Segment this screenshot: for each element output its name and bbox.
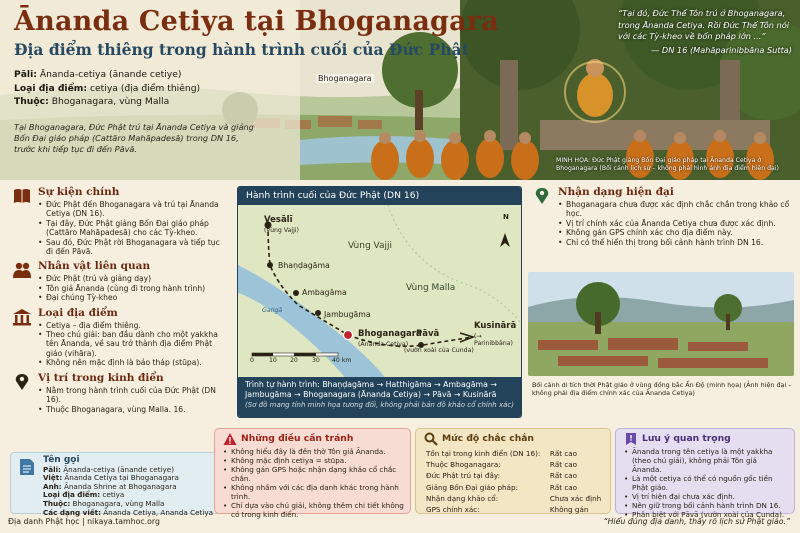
ruins-photo <box>528 272 794 376</box>
sutta-quote <box>618 8 792 56</box>
label-bhoganagara-sub: (Ānanda Cetiya) <box>358 341 409 348</box>
label-ganga: Gaṅgā <box>262 307 283 314</box>
list-item: • Không nhầm với các địa danh khác trong hành trình. <box>223 483 404 501</box>
list-item: • Không hiểu đây là đền thờ Tôn giả Ānanda. <box>223 447 404 456</box>
footer-motto: “Hiểu đúng địa danh, thấy rõ lịch sử Phật giáo.” <box>603 517 790 526</box>
quote-text: “Tại đó, Đức Thế Tôn trú ở Bhoganagara, trong Ānanda Cetiya. Rồi Đức Thế Tôn nói với các Tỳ-kheo về bốn pháp lớn ...” <box>618 8 790 41</box>
label-kusinara-sub: (→ Parinibbāna) <box>474 333 513 347</box>
list-item: • Theo chú giải: ban đầu dành cho một yakkha tên Ānanda, về sau trở thành địa điểm Phật giáo (vihāra). <box>38 330 228 358</box>
table-row: Giảng Bốn Đại giáo pháp: Rất cao <box>426 482 578 492</box>
list-item: • Đại chúng Tỳ-kheo <box>38 293 228 302</box>
hero-banner <box>0 0 800 180</box>
list-item: • Tại đây, Đức Phật giảng Bốn Đại giáo pháp (Cattāro Mahāpadesā) cho các Tỳ-kheo. <box>38 219 228 238</box>
scale-bar <box>252 353 338 356</box>
label-bhandagama: Bhaṇḍagāma <box>278 261 330 270</box>
list-item: • Vị trí hiện đại chưa xác định. <box>624 492 788 501</box>
region-vajji: Vùng Vajji <box>348 241 393 251</box>
type-value: cetiya (địa điểm thiêng) <box>87 82 201 94</box>
cautions-box <box>214 428 411 519</box>
belongs-value: Bhoganagara, vùng Malla <box>48 96 170 107</box>
label-ambagama: Ambagāma <box>302 288 347 297</box>
list-item: • Tôn giả Ānanda (cùng đi trong hành trình) <box>38 284 228 293</box>
type-label: Loại địa điểm: <box>14 82 88 94</box>
map-note: (Sơ đồ mang tính minh họa tương đối, không phải bản đồ khảo cổ chính xác) <box>245 401 514 409</box>
map-footer <box>238 377 521 417</box>
bookmark-icon <box>624 432 638 446</box>
label-bhoganagara: Bhoganagara <box>358 329 422 339</box>
modern-section <box>530 186 794 247</box>
list-item: • Không gán GPS chính xác cho địa điểm này. <box>558 228 794 237</box>
document-icon <box>19 458 35 476</box>
north-label: N <box>503 213 509 221</box>
location-title: Vị trí trong kinh điển <box>38 371 164 384</box>
bhandagama-marker <box>267 262 273 268</box>
location-pin-icon <box>12 373 32 391</box>
list-item: • Chỉ dựa vào chú giải, không thêm chi tiết không có trong kinh điển. <box>223 501 404 519</box>
pali-value: Ānanda-cetiya (ānande cetiye) <box>36 69 182 80</box>
cautions-title: Những điều cần tránh <box>241 433 354 444</box>
people-section <box>10 260 228 302</box>
route-sequence: Trình tự hành trình: Bhaṇḍagāma → Hatthigāma → Ambagāma → Jambugāma → Bhoganagara (Ānanda Cetiya) → Pāvā → Kusinārā <box>245 380 497 399</box>
label-vesali-sub: (vùng Vajji) <box>264 227 299 234</box>
list-item: • Đức Phật đến Bhoganagara và trú tại Ānanda Cetiya (DN 16). <box>38 200 228 219</box>
list-item: • Thuộc Bhoganagara, vùng Malla. 16. <box>38 405 228 414</box>
list-item: • Nên giữ trong bối cảnh hành trình DN 16. <box>624 501 788 510</box>
list-item: • Phân biệt với Pāvā (vườn xoài của Cunda). <box>624 510 788 519</box>
type-title: Loại địa điểm <box>38 306 118 319</box>
list-item: • Không gán GPS hoặc nhận dạng khảo cổ chắc chắn. <box>223 465 404 483</box>
intro-text: Tại Bhoganagara, Đức Phật trú tại Ānanda Cetiya và giảng Bốn Đại giáo pháp (Cattāro Mahāpadesā) trong DN 16, trước khi tiếp tục đi đến Pāvā. <box>14 122 254 154</box>
names-row: Các dạng viết: Ānanda Cetiya, Ananda Cetiya <box>43 507 214 517</box>
right-column <box>530 186 794 251</box>
people-icon <box>12 261 32 279</box>
names-row: Thuộc: Bhoganagara, vùng Malla <box>43 498 165 508</box>
notes-title: Lưu ý quan trọng <box>642 433 731 444</box>
events-title: Sự kiện chính <box>38 186 120 198</box>
meta-block <box>14 68 200 109</box>
names-title: Tên gọi <box>43 455 80 465</box>
page-subtitle: Địa điểm thiêng trong hành trình cuối của Đức Phật <box>14 40 469 59</box>
photo-caption: Bối cảnh di tích thời Phật giáo ở vùng đồng bắc Ấn Độ (minh họa) (Ảnh hiện đại – không phải địa điểm chính xác của Ānanda Cetiya) <box>532 381 792 398</box>
scale-label: 10 <box>269 357 277 364</box>
list-item: • Chỉ có thể hiển thị trong bối cảnh hành trình DN 16. <box>558 238 794 247</box>
journey-map <box>237 186 522 418</box>
certainty-box <box>415 428 611 514</box>
list-item: • Đức Phật (trú và giảng dạy) <box>38 274 228 283</box>
list-item: • Không mặc định cetiya = stūpa. <box>223 456 404 465</box>
list-item: • Vị trí chính xác của Ānanda Cetiya chưa được xác định. <box>558 219 794 228</box>
pali-label: Pāli: <box>14 69 37 80</box>
belongs-label: Thuộc: <box>14 96 49 107</box>
label-pava-sub: (vườn xoài của Cunda) <box>404 347 474 354</box>
jambugama-marker <box>315 310 321 316</box>
illustration-caption: MINH HỌA: Đức Phật giảng Bốn Đại giáo pháp tại Ānanda Cetiya ở Bhoganagara (Bối cảnh lịch sử – không phải hình ảnh địa điểm hiện đại) <box>556 157 779 172</box>
scale-label: 30 <box>312 357 320 364</box>
list-item: • Sau đó, Đức Phật rời Bhoganagara và tiếp tục đi đến Pāvā. <box>38 238 228 257</box>
type-section <box>10 307 228 368</box>
names-box <box>10 452 228 517</box>
ambagama-marker <box>293 290 299 296</box>
names-row: Việt: Ānanda Cetiya tại Bhoganagara <box>43 473 179 483</box>
region-malla: Vùng Malla <box>406 283 456 293</box>
table-row: Đức Phật trú tại đây: Rất cao <box>426 471 578 481</box>
list-item: • Không nên mặc định là bảo tháp (stūpa). <box>38 358 228 367</box>
page-title: Ānanda Cetiya tại Bhoganagara <box>14 6 499 37</box>
table-row: Tồn tại trong kinh điển (DN 16): Rất cao <box>426 449 578 458</box>
temple-icon <box>12 308 32 326</box>
warning-icon <box>223 432 237 446</box>
scale-label: 0 <box>250 357 254 364</box>
list-item: • Cetiya – địa điểm thiêng. <box>38 321 228 330</box>
list-item: • Là một cetiya có thể có nguồn gốc tiền Phật giáo. <box>624 474 788 492</box>
table-row: Nhận dạng khảo cổ: Chưa xác định <box>426 493 602 503</box>
certainty-title: Mức độ chắc chắn <box>442 433 534 444</box>
bhoganagara-tag: Bhoganagara <box>318 74 372 83</box>
table-row: Thuộc Bhoganagara: Rất cao <box>426 460 578 470</box>
label-jambugama: Jambugāma <box>324 310 371 319</box>
magnifier-icon <box>424 432 438 446</box>
names-row: Pāli: Ānanda-cetiya (ānande cetiye) <box>43 464 174 474</box>
left-column <box>10 186 228 418</box>
modern-title: Nhận dạng hiện đại <box>558 186 674 198</box>
list-item: • Bhoganagara chưa được xác định chắc chắn trong khảo cổ học. <box>558 200 794 219</box>
location-section <box>10 372 228 414</box>
people-title: Nhân vật liên quan <box>38 260 151 273</box>
list-item: • Ānanda trong tên cetiya là một yakkha (theo chú giải), không phải Tôn giả Ānanda. <box>624 447 788 474</box>
quote-source: — DN 16 (Mahāparinibbāna Sutta) <box>651 44 792 55</box>
names-row: Anh: Ānanda Shrine at Bhoganagara <box>43 481 177 491</box>
scale-label: 40 km <box>332 357 352 364</box>
label-pava: Pāvā <box>416 329 440 339</box>
scale-label: 20 <box>290 357 298 364</box>
bhoganagara-marker <box>344 331 353 340</box>
events-section <box>10 186 228 256</box>
label-kusinara: Kusinārā <box>474 321 517 331</box>
location-pin-icon <box>532 187 552 205</box>
notes-box <box>615 428 795 519</box>
footer-site: Địa danh Phật học | nikaya.tamhoc.org <box>8 517 160 526</box>
table-row: GPS chính xác: Không gán <box>426 505 589 515</box>
book-icon <box>12 187 32 205</box>
label-vesali: Vesālī <box>264 215 293 225</box>
map-header: Hành trình cuối của Đức Phật (DN 16) <box>238 187 521 205</box>
names-row: Loại địa điểm: cetiya <box>43 490 125 500</box>
certainty-table <box>424 447 604 516</box>
list-item: • Nằm trong hành trình cuối của Đức Phật (DN 16). <box>38 386 228 405</box>
